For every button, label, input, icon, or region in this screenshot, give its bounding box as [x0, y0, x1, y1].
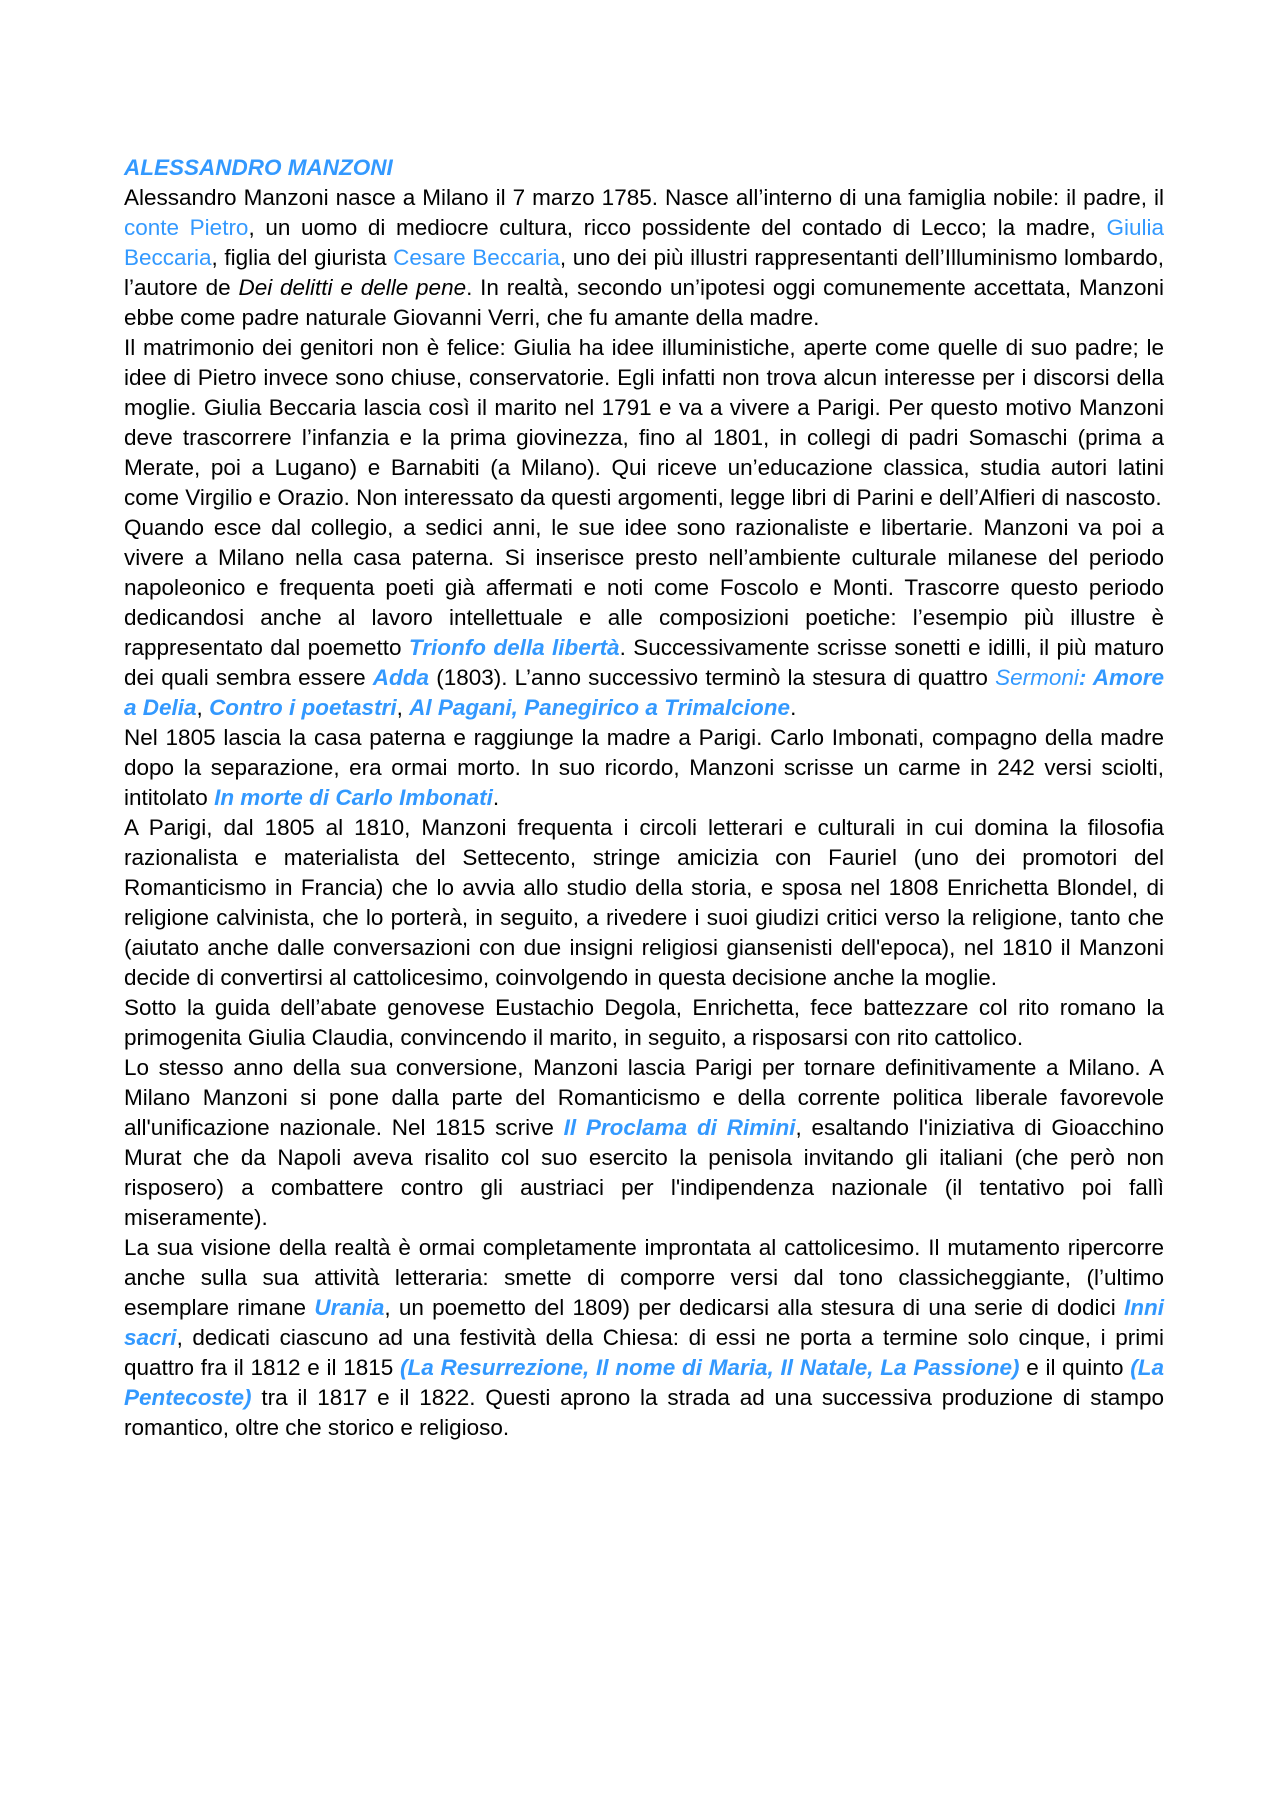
work-inni-sacri: Inni sacri	[124, 1295, 1164, 1350]
work-amore-a-delia: Amore a Delia	[124, 665, 1164, 720]
work-trionfo-della-liberta: Trionfo della libertà	[408, 635, 620, 660]
paragraph-baptism: Sotto la guida dell’abate genovese Eustachio Degola, Enrichetta, fece battezzare col rito romano la primogenita Giulia Claudia, convincendo il marito, in seguito, a risposarsi con rito cattolico.	[124, 995, 1164, 1050]
work-adda: Adda	[372, 665, 430, 690]
link-conte-pietro[interactable]: conte Pietro	[124, 215, 249, 240]
work-il-nome-di-maria: Il nome di Maria	[596, 1355, 768, 1380]
link-giulia-beccaria[interactable]: Giulia Beccaria	[124, 215, 1164, 270]
work-in-morte-di-carlo-imbonati: In morte di Carlo Imbonati	[214, 785, 493, 810]
paragraph-origins: Alessandro Manzoni nasce a Milano il 7 marzo 1785. Nasce all’interno di una famiglia nobile: il padre, il conte Pietro, un uomo di mediocre cultura, ricco possidente del contado di Lecco; la madre, Giulia Beccaria, figlia del giurista Cesare Beccaria, uno dei più illustri rappresentanti dell’Illuminismo lombardo, l’autore de Dei delitti e delle pene. In realtà, secondo un’ipotesi oggi comunemente accettata, Manzoni ebbe come padre naturale Giovanni Verri, che fu amante della madre.	[124, 185, 1165, 330]
work-il-natale: Il Natale	[780, 1355, 868, 1380]
work-proclama-di-rimini: Il Proclama di Rimini	[563, 1115, 796, 1140]
work-sermoni: Sermoni	[995, 665, 1079, 690]
work-al-pagani: Al Pagani, Panegirico a Trimalcione	[409, 695, 791, 720]
link-cesare-beccaria[interactable]: Cesare Beccaria	[393, 245, 560, 270]
work-la-passione: La Passione)	[880, 1355, 1020, 1380]
paragraph-conversion: A Parigi, dal 1805 al 1810, Manzoni frequenta i circoli letterari e culturali in cui domina la filosofia razionalista e materialista del Settecento, stringe amicizia con Fauriel (uno dei promotori del Romanticismo in Francia) che lo avvia allo studio della storia, e sposa nel 1808 Enrichetta Blondel, di religione calvinista, che lo porterà, in seguito, a rivedere i suoi giudizi critici verso la religione, tanto che (aiutato anche dalle conversazioni con due insigni religiosi giansenisti dell'epoca), nel 1810 il Manzoni decide di convertirsi al cattolicesimo, coinvolgendo in questa decisione anche la moglie.	[124, 815, 1164, 990]
paragraph-paris: Nel 1805 lascia la casa paterna e raggiunge la madre a Parigi. Carlo Imbonati, compagno della madre dopo la separazione, era ormai morto. In suo ricordo, Manzoni scrisse un carme in 242 versi sciolti, intitolato In morte di Carlo Imbonati.	[124, 725, 1164, 810]
document-title: ALESSANDRO MANZONI	[124, 155, 393, 180]
paragraph-inni-sacri: La sua visione della realtà è ormai completamente improntata al cattolicesimo. Il mutamento ripercorre anche sulla sua attività letteraria: smette di comporre versi dal tono classicheggiante, (l’ultimo esemplare rimane Urania, un poemetto del 1809) per dedicarsi alla stesura di una serie di dodici Inni sacri, dedicati ciascuno ad una festività della Chiesa: di essi ne porta a termine solo cinque, i primi quattro fra il 1812 e il 1815 (La Resurrezione, Il nome di Maria, Il Natale, La Passione) e il quinto (La Pentecoste) tra il 1817 e il 1822. Questi aprono la strada ad una successiva produzione di stampo romantico, oltre che storico e religioso.	[124, 1235, 1164, 1440]
book-title-dei-delitti: Dei delitti e delle pene	[238, 275, 467, 300]
paragraph-milan-return: Lo stesso anno della sua conversione, Manzoni lascia Parigi per tornare definitivamente a Milano. A Milano Manzoni si pone dalla parte del Romanticismo e della corrente politica liberale favorevole all'unificazione nazionale. Nel 1815 scrive Il Proclama di Rimini, esaltando l'iniziativa di Gioacchino Murat che da Napoli aveva risalito col suo esercito la penisola invitando gli italiani (che però non risposero) a combattere contro gli austriaci per l'indipendenza nazionale (il tentativo poi fallì miseramente).	[124, 1055, 1164, 1230]
work-contro-i-poetastri: Contro i poetastri	[209, 695, 397, 720]
work-la-pentecoste: (La Pentecoste)	[124, 1355, 1164, 1410]
document-page	[124, 153, 1164, 1443]
work-la-resurrezione: (La Resurrezione	[400, 1355, 584, 1380]
paragraph-childhood: Il matrimonio dei genitori non è felice: Giulia ha idee illuministiche, aperte come quelle di suo padre; le idee di Pietro invece sono chiuse, conservatorie. Egli infatti non trova alcun interesse per i discorsi della moglie. Giulia Beccaria lascia così il marito nel 1791 e va a vivere a Parigi. Per questo motivo Manzoni deve trascorrere l’infanzia e la prima giovinezza, fino al 1801, in collegi di padri Somaschi (prima a Merate, poi a Lugano) e Barnabiti (a Milano). Qui riceve un’educazione classica, studia autori latini come Virgilio e Orazio. Non interessato da questi argomenti, legge libri di Parini e dell’Alfieri di nascosto.	[124, 335, 1164, 510]
paragraph-early-works: Quando esce dal collegio, a sedici anni, le sue idee sono razionaliste e libertarie. Manzoni va poi a vivere a Milano nella casa paterna. Si inserisce presto nell’ambiente culturale milanese del periodo napoleonico e frequenta poeti già affermati e noti come Foscolo e Monti. Trascorre questo periodo dedicandosi anche al lavoro intellettuale e alle composizioni poetiche: l’esempio più illustre è rappresentato dal poemetto Trionfo della libertà. Successivamente scrisse sonetti e idilli, il più maturo dei quali sembra essere Adda (1803). L’anno successivo terminò la stesura di quattro Sermoni: Amore a Delia, Contro i poetastri, Al Pagani, Panegirico a Trimalcione.	[124, 515, 1164, 720]
work-urania: Urania	[314, 1295, 385, 1320]
